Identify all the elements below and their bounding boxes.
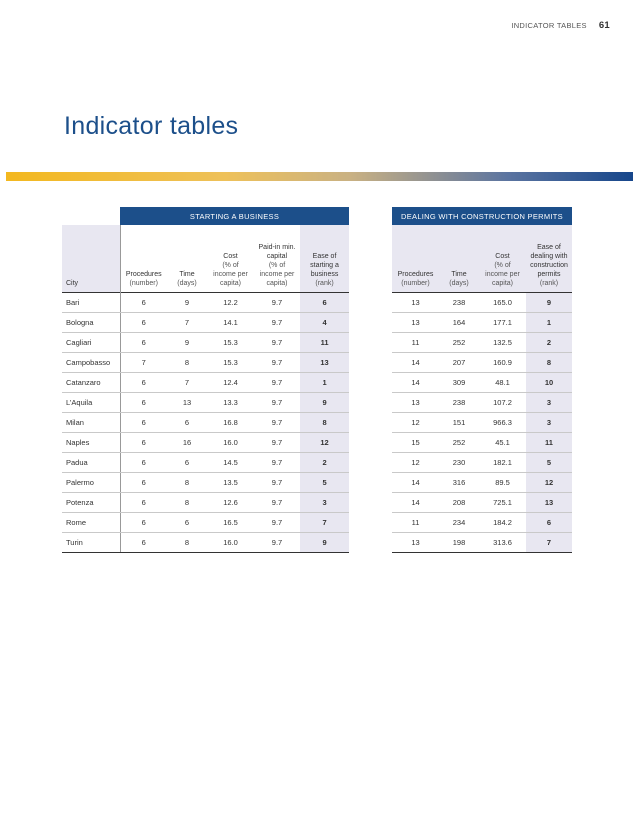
table-row (392, 513, 572, 533)
col-unit: (days) (449, 280, 469, 287)
time-cell: 9 (167, 293, 207, 313)
procedures-cell: 6 (120, 373, 167, 393)
table-row (392, 433, 572, 453)
rank-cell: 3 (526, 413, 572, 433)
time-cell: 13 (167, 393, 207, 413)
procedures-cell: 14 (392, 353, 439, 373)
rank-cell: 2 (300, 453, 349, 473)
cost-cell: 15.3 (207, 353, 254, 373)
table-row (392, 473, 572, 493)
cost-cell: 12.2 (207, 293, 254, 313)
paid-in-capital-cell: 9.7 (254, 473, 300, 493)
col-unit: (number) (401, 280, 430, 287)
cost-cell: 966.3 (479, 413, 526, 433)
time-cell: 16 (167, 433, 207, 453)
city-cell: L’Aquila (62, 393, 120, 413)
table-row (392, 373, 572, 393)
procedures-cell: 6 (120, 393, 167, 413)
cost-cell: 14.1 (207, 313, 254, 333)
construction-permits-group-header: DEALING WITH CONSTRUCTION PERMITS (392, 207, 572, 225)
city-cell: Catanzaro (62, 373, 120, 393)
rank-cell: 1 (300, 373, 349, 393)
col-unit: (% of (268, 262, 286, 269)
col-unit: (% of (222, 262, 239, 269)
procedures-column-header (120, 225, 167, 293)
dealing-column-headers (392, 225, 572, 293)
city-cell: Naples (62, 433, 120, 453)
procedures-cell: 11 (392, 333, 439, 353)
time-cell: 164 (439, 313, 479, 333)
time-cell: 234 (439, 513, 479, 533)
time-cell: 151 (439, 413, 479, 433)
city-cell: Milan (62, 413, 120, 433)
starting-business-group-header: STARTING A BUSINESS (120, 207, 349, 225)
paid-in-capital-cell: 9.7 (254, 533, 300, 553)
col-title: permits (537, 271, 561, 278)
city-cell: Campobasso (62, 353, 120, 373)
time-cell: 9 (167, 333, 207, 353)
time-cell: 6 (167, 453, 207, 473)
paid-in-capital-cell: 9.7 (254, 353, 300, 373)
city-cell: Bari (62, 293, 120, 313)
col-title: Paid-in min. (258, 244, 296, 251)
rank-cell: 9 (300, 393, 349, 413)
starting-column-headers (62, 225, 349, 293)
table-row (62, 493, 349, 513)
cost-cell: 16.0 (207, 533, 254, 553)
time-cell: 8 (167, 493, 207, 513)
table-row (392, 313, 572, 333)
paid-in-capital-cell: 9.7 (254, 413, 300, 433)
table-row (62, 413, 349, 433)
city-header-spacer (62, 207, 120, 225)
cost-cell: 13.3 (207, 393, 254, 413)
rank-cell: 6 (526, 513, 572, 533)
city-cell: Bologna (62, 313, 120, 333)
col-unit: (rank) (315, 280, 334, 287)
cost-cell: 177.1 (479, 313, 526, 333)
city-cell: Cagliari (62, 333, 120, 353)
time-cell: 8 (167, 473, 207, 493)
city-cell: Turin (62, 533, 120, 553)
procedures-cell: 13 (392, 313, 439, 333)
paid-in-capital-cell: 9.7 (254, 313, 300, 333)
rank-cell: 4 (300, 313, 349, 333)
col-title: Cost (223, 253, 238, 260)
cost-cell: 89.5 (479, 473, 526, 493)
ease-of-starting-column-header (300, 225, 349, 293)
col-unit: (days) (177, 280, 197, 287)
time-cell: 208 (439, 493, 479, 513)
table-row (392, 293, 572, 313)
table-row (62, 513, 349, 533)
procedures-cell: 6 (120, 473, 167, 493)
col-unit: (rank) (539, 280, 559, 287)
cost-cell: 15.3 (207, 333, 254, 353)
city-cell: Palermo (62, 473, 120, 493)
time-column-header (167, 225, 207, 293)
time-cell: 7 (167, 373, 207, 393)
table-row (62, 353, 349, 373)
rank-cell: 6 (300, 293, 349, 313)
procedures-cell: 12 (392, 413, 439, 433)
rank-cell: 12 (300, 433, 349, 453)
page-number: 61 (598, 20, 610, 31)
procedures-cell: 6 (120, 533, 167, 553)
cost-cell: 45.1 (479, 433, 526, 453)
paid-in-capital-cell: 9.7 (254, 393, 300, 413)
table-row (62, 313, 349, 333)
table-row (62, 333, 349, 353)
time-cell: 6 (167, 413, 207, 433)
paid-in-capital-cell: 9.7 (254, 513, 300, 533)
table-row (392, 493, 572, 513)
cost-cell: 313.6 (479, 533, 526, 553)
cost-cell: 16.0 (207, 433, 254, 453)
time-cell: 8 (167, 533, 207, 553)
procedures-cell: 6 (120, 513, 167, 533)
procedures-cell: 6 (120, 333, 167, 353)
procedures-cell: 7 (120, 353, 167, 373)
rank-cell: 9 (526, 293, 572, 313)
table-row (392, 533, 572, 553)
rank-cell: 8 (300, 413, 349, 433)
col-title: Time (451, 271, 467, 278)
col-title: capital (266, 253, 288, 260)
rank-cell: 9 (300, 533, 349, 553)
procedures-column-header (392, 225, 439, 293)
procedures-cell: 13 (392, 533, 439, 553)
procedures-cell: 13 (392, 293, 439, 313)
cost-cell: 14.5 (207, 453, 254, 473)
rank-cell: 11 (300, 333, 349, 353)
time-cell: 238 (439, 393, 479, 413)
col-title: Time (179, 271, 195, 278)
procedures-cell: 6 (120, 493, 167, 513)
rank-cell: 7 (526, 533, 572, 553)
rank-cell: 1 (526, 313, 572, 333)
page-title: Indicator tables (64, 112, 239, 140)
cost-cell: 13.5 (207, 473, 254, 493)
rank-cell: 2 (526, 333, 572, 353)
rank-cell: 7 (300, 513, 349, 533)
cost-cell: 182.1 (479, 453, 526, 473)
paid-in-capital-cell: 9.7 (254, 493, 300, 513)
table-row (62, 473, 349, 493)
procedures-cell: 14 (392, 373, 439, 393)
paid-in-capital-cell: 9.7 (254, 373, 300, 393)
rank-cell: 5 (300, 473, 349, 493)
col-title: dealing with (530, 253, 568, 260)
time-cell: 252 (439, 333, 479, 353)
col-unit: (% of (494, 262, 511, 269)
paid-in-capital-cell: 9.7 (254, 293, 300, 313)
col-unit: income per (485, 271, 520, 278)
cost-cell: 107.2 (479, 393, 526, 413)
city-cell: Rome (62, 513, 120, 533)
procedures-cell: 15 (392, 433, 439, 453)
rank-cell: 11 (526, 433, 572, 453)
table-row (62, 373, 349, 393)
table-row (62, 433, 349, 453)
rank-cell: 13 (300, 353, 349, 373)
time-column-header (439, 225, 479, 293)
cost-cell: 184.2 (479, 513, 526, 533)
rank-cell: 10 (526, 373, 572, 393)
cost-cell: 12.6 (207, 493, 254, 513)
col-unit: capita) (266, 280, 288, 287)
city-cell: Potenza (62, 493, 120, 513)
procedures-cell: 6 (120, 293, 167, 313)
cost-column-header (207, 225, 254, 293)
table-row (392, 333, 572, 353)
time-cell: 252 (439, 433, 479, 453)
cost-cell: 165.0 (479, 293, 526, 313)
rank-cell: 13 (526, 493, 572, 513)
running-head (511, 20, 610, 31)
table-row (392, 453, 572, 473)
paid-in-capital-cell: 9.7 (254, 333, 300, 353)
col-unit: capita) (219, 280, 241, 287)
table-row (392, 393, 572, 413)
city-column-header: City (62, 225, 120, 293)
procedures-cell: 6 (120, 453, 167, 473)
time-cell: 198 (439, 533, 479, 553)
col-title: business (310, 271, 339, 278)
cost-cell: 12.4 (207, 373, 254, 393)
rank-cell: 12 (526, 473, 572, 493)
procedures-cell: 6 (120, 313, 167, 333)
col-unit: (number) (129, 280, 158, 287)
procedures-cell: 14 (392, 473, 439, 493)
time-cell: 207 (439, 353, 479, 373)
col-title: Ease of (312, 253, 337, 260)
procedures-cell: 12 (392, 453, 439, 473)
procedures-cell: 6 (120, 433, 167, 453)
starting-business-table (62, 207, 349, 553)
time-cell: 238 (439, 293, 479, 313)
paid-in-capital-column-header (254, 225, 300, 293)
time-cell: 8 (167, 353, 207, 373)
table-row (62, 453, 349, 473)
table-row (62, 293, 349, 313)
col-unit: income per (259, 271, 295, 278)
ease-of-dealing-column-header (526, 225, 572, 293)
col-title: Procedures (397, 271, 434, 278)
table-row (62, 393, 349, 413)
rank-cell: 3 (526, 393, 572, 413)
col-title: Cost (495, 253, 510, 260)
col-unit: capita) (491, 280, 513, 287)
procedures-cell: 14 (392, 493, 439, 513)
procedures-cell: 13 (392, 393, 439, 413)
paid-in-capital-cell: 9.7 (254, 453, 300, 473)
time-cell: 7 (167, 313, 207, 333)
table-row (392, 413, 572, 433)
city-cell: Padua (62, 453, 120, 473)
cost-column-header (479, 225, 526, 293)
construction-permits-rows (392, 293, 572, 553)
time-cell: 6 (167, 513, 207, 533)
table-row (392, 353, 572, 373)
col-title: Ease of (537, 244, 561, 251)
cost-cell: 48.1 (479, 373, 526, 393)
title-gradient-bar (6, 172, 633, 181)
time-cell: 316 (439, 473, 479, 493)
procedures-cell: 11 (392, 513, 439, 533)
paid-in-capital-cell: 9.7 (254, 433, 300, 453)
rank-cell: 3 (300, 493, 349, 513)
col-unit: income per (213, 271, 248, 278)
col-title: starting a (310, 262, 339, 269)
cost-cell: 16.5 (207, 513, 254, 533)
rank-cell: 8 (526, 353, 572, 373)
col-title: Procedures (125, 271, 162, 278)
section-label: INDICATOR TABLES (511, 21, 587, 30)
procedures-cell: 6 (120, 413, 167, 433)
cost-cell: 160.9 (479, 353, 526, 373)
construction-permits-table (392, 207, 572, 553)
cost-cell: 725.1 (479, 493, 526, 513)
rank-cell: 5 (526, 453, 572, 473)
cost-cell: 16.8 (207, 413, 254, 433)
starting-business-rows (62, 293, 349, 553)
time-cell: 309 (439, 373, 479, 393)
cost-cell: 132.5 (479, 333, 526, 353)
time-cell: 230 (439, 453, 479, 473)
col-title: construction (530, 262, 568, 269)
table-row (62, 533, 349, 553)
